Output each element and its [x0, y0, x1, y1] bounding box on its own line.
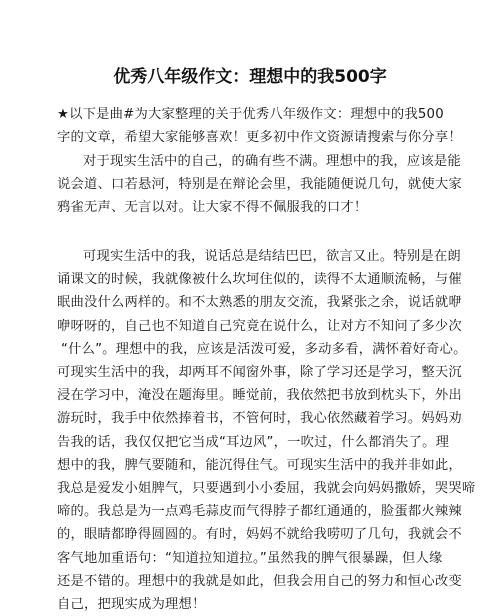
- paragraph-line: 眠曲没什么两样的。和不太熟悉的朋友交流，我紧张之余，说话就咿: [57, 295, 462, 311]
- paragraph-line: 浸在学习中，淹没在题海里。睡觉前，我依然把书放到枕头下，外出: [57, 388, 462, 404]
- paragraph-2: [57, 245, 476, 616]
- intro-line: 字的文章，希望大家能够喜欢！更多初中作文资源请搜索与你分享！: [57, 130, 462, 146]
- paragraph-line: 可现实生活中的我，说话总是结结巴巴，欲言又止。特别是在朗: [83, 249, 461, 264]
- paragraph-line: 想中的我，脾气要随和，能沉得住气。可现实生活中的我并非如此，: [57, 457, 462, 473]
- paragraph-line: 咿呀呀的，自己也不知道自己究竟在说什么，让对方不知问了多少次: [57, 318, 462, 334]
- paragraph-line: 的，眼睛都睁得圆圆的。有时，妈妈不就给我唠叨了几句，我就会不: [57, 527, 462, 543]
- paragraph-line: “什么”。理想中的我，应该是活泼可爱，多动多看，满怀着好奇心。: [61, 341, 467, 357]
- paragraph-line: 对于现实生活中的自己，的确有些不满。理想中的我，应该是能: [83, 154, 461, 169]
- intro-line: ★以下是曲#为大家整理的关于优秀八年级作文：理想中的我500: [57, 107, 444, 122]
- paragraph-line: 自己，把现实成为理想！: [57, 597, 206, 613]
- paragraph-line: 告我的话，我仅仅把它当成“耳边风”，一吹过，什么都消失了。理: [57, 434, 450, 450]
- paragraph-line: 诵课文的时候，我就像被什么坎坷住似的，读得不太通顺流畅，与催: [57, 272, 462, 288]
- paragraph-line: 客气地加重语句：“知道拉知道拉。”虽然我的脾气很暴躁，但人缘: [57, 550, 443, 566]
- paragraph-line: 啼的。我总是为一点鸡毛蒜皮而气得脖子都红通通的，脸蛋都火辣辣: [57, 504, 462, 520]
- paragraph-line: 游玩时，我手中依然捧着书，不管何时，我心依然藏着学习。妈妈劝: [57, 411, 462, 427]
- paragraph-1: [57, 150, 462, 220]
- paragraph-line: 我总是爱发小姐脾气，只要遇到小小委屈，我就会向妈妈撒娇，哭哭啼: [57, 481, 476, 497]
- intro-paragraph: [57, 103, 462, 149]
- article-title: 优秀八年级作文：理想中的我500字: [113, 67, 387, 87]
- paragraph-line: 鸦雀无声、无言以对。让大家不得不佩服我的口才！: [57, 200, 368, 216]
- paragraph-line: 还是不错的。理想中的我就是如此，但我会用自己的努力和恒心改变: [57, 573, 462, 589]
- paragraph-line: 说会道、口若悬河，特别是在辩论会里，我能随便说几句，就使大家: [57, 177, 462, 193]
- paragraph-line: 可现实生活中的我，却两耳不闻窗外事，除了学习还是学习，整天沉: [57, 365, 462, 381]
